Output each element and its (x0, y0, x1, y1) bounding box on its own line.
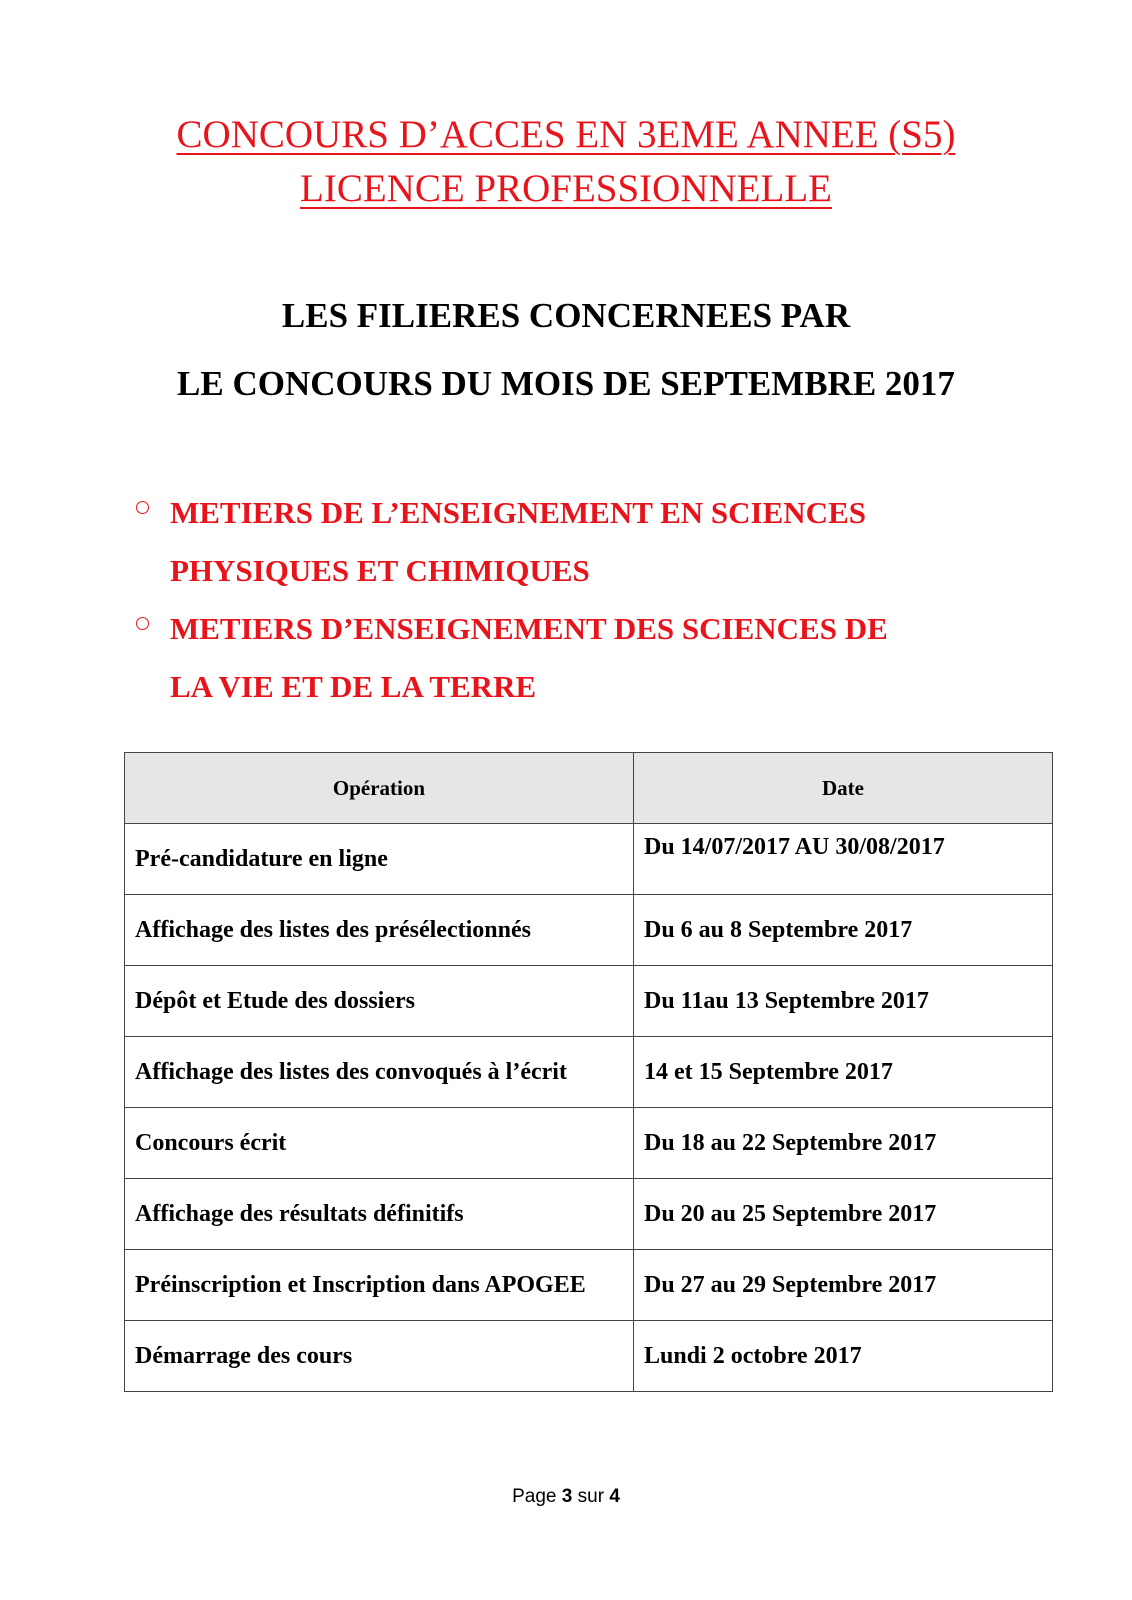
operation-cell: Préinscription et Inscription dans APOGEE (125, 1250, 634, 1321)
filiere-line: METIERS DE L’ENSEIGNEMENT EN SCIENCES (170, 495, 866, 530)
page-total: 4 (609, 1486, 620, 1507)
page-sep: sur (577, 1486, 605, 1507)
subtitle-line-2: LE CONCOURS DU MOIS DE SEPTEMBRE 2017 (177, 364, 955, 403)
date-cell: Lundi 2 octobre 2017 (634, 1321, 1053, 1392)
operation-cell: Démarrage des cours (125, 1321, 634, 1392)
title-line-2: LICENCE PROFESSIONNELLE (300, 167, 832, 210)
document-subtitle (0, 282, 1132, 418)
date-cell: Du 18 au 22 Septembre 2017 (634, 1108, 1053, 1179)
operation-cell: Affichage des listes des présélectionnés (125, 895, 634, 966)
header-date: Date (634, 753, 1053, 824)
schedule-table (124, 752, 1053, 1392)
table-row (125, 1108, 1053, 1179)
filiere-line: PHYSIQUES ET CHIMIQUES (170, 553, 590, 588)
page-footer (0, 1486, 1132, 1508)
date-cell: 14 et 15 Septembre 2017 (634, 1037, 1053, 1108)
filiere-item (136, 600, 1036, 716)
filieres-list (136, 484, 1036, 716)
operation-cell: Affichage des listes des convoqués à l’écrit (125, 1037, 634, 1108)
table-row (125, 1250, 1053, 1321)
operation-cell: Affichage des résultats définitifs (125, 1179, 634, 1250)
table-row (125, 1179, 1053, 1250)
document-title (0, 108, 1132, 216)
date-cell: Du 20 au 25 Septembre 2017 (634, 1179, 1053, 1250)
table-row (125, 824, 1053, 895)
table-row (125, 1321, 1053, 1392)
filiere-line: METIERS D’ENSEIGNEMENT DES SCIENCES DE (170, 611, 888, 646)
date-cell: Du 11au 13 Septembre 2017 (634, 966, 1053, 1037)
date-cell: Du 6 au 8 Septembre 2017 (634, 895, 1053, 966)
operation-cell: Pré-candidature en ligne (125, 824, 634, 895)
table-row (125, 1037, 1053, 1108)
date-cell: Du 14/07/2017 AU 30/08/2017 (634, 824, 1053, 895)
title-line-1: CONCOURS D’ACCES EN 3EME ANNEE (S5) (176, 113, 956, 156)
filiere-line: LA VIE ET DE LA TERRE (170, 669, 537, 704)
operation-cell: Dépôt et Etude des dossiers (125, 966, 634, 1037)
table-row (125, 895, 1053, 966)
operation-cell: Concours écrit (125, 1108, 634, 1179)
circle-bullet-icon (136, 617, 149, 630)
table-header-row (125, 753, 1053, 824)
circle-bullet-icon (136, 501, 149, 514)
header-operation: Opération (125, 753, 634, 824)
page-current: 3 (561, 1486, 573, 1507)
filiere-item (136, 484, 1036, 600)
date-cell: Du 27 au 29 Septembre 2017 (634, 1250, 1053, 1321)
page-label: Page (512, 1486, 557, 1507)
table-row (125, 966, 1053, 1037)
subtitle-line-1: LES FILIERES CONCERNEES PAR (281, 296, 851, 335)
